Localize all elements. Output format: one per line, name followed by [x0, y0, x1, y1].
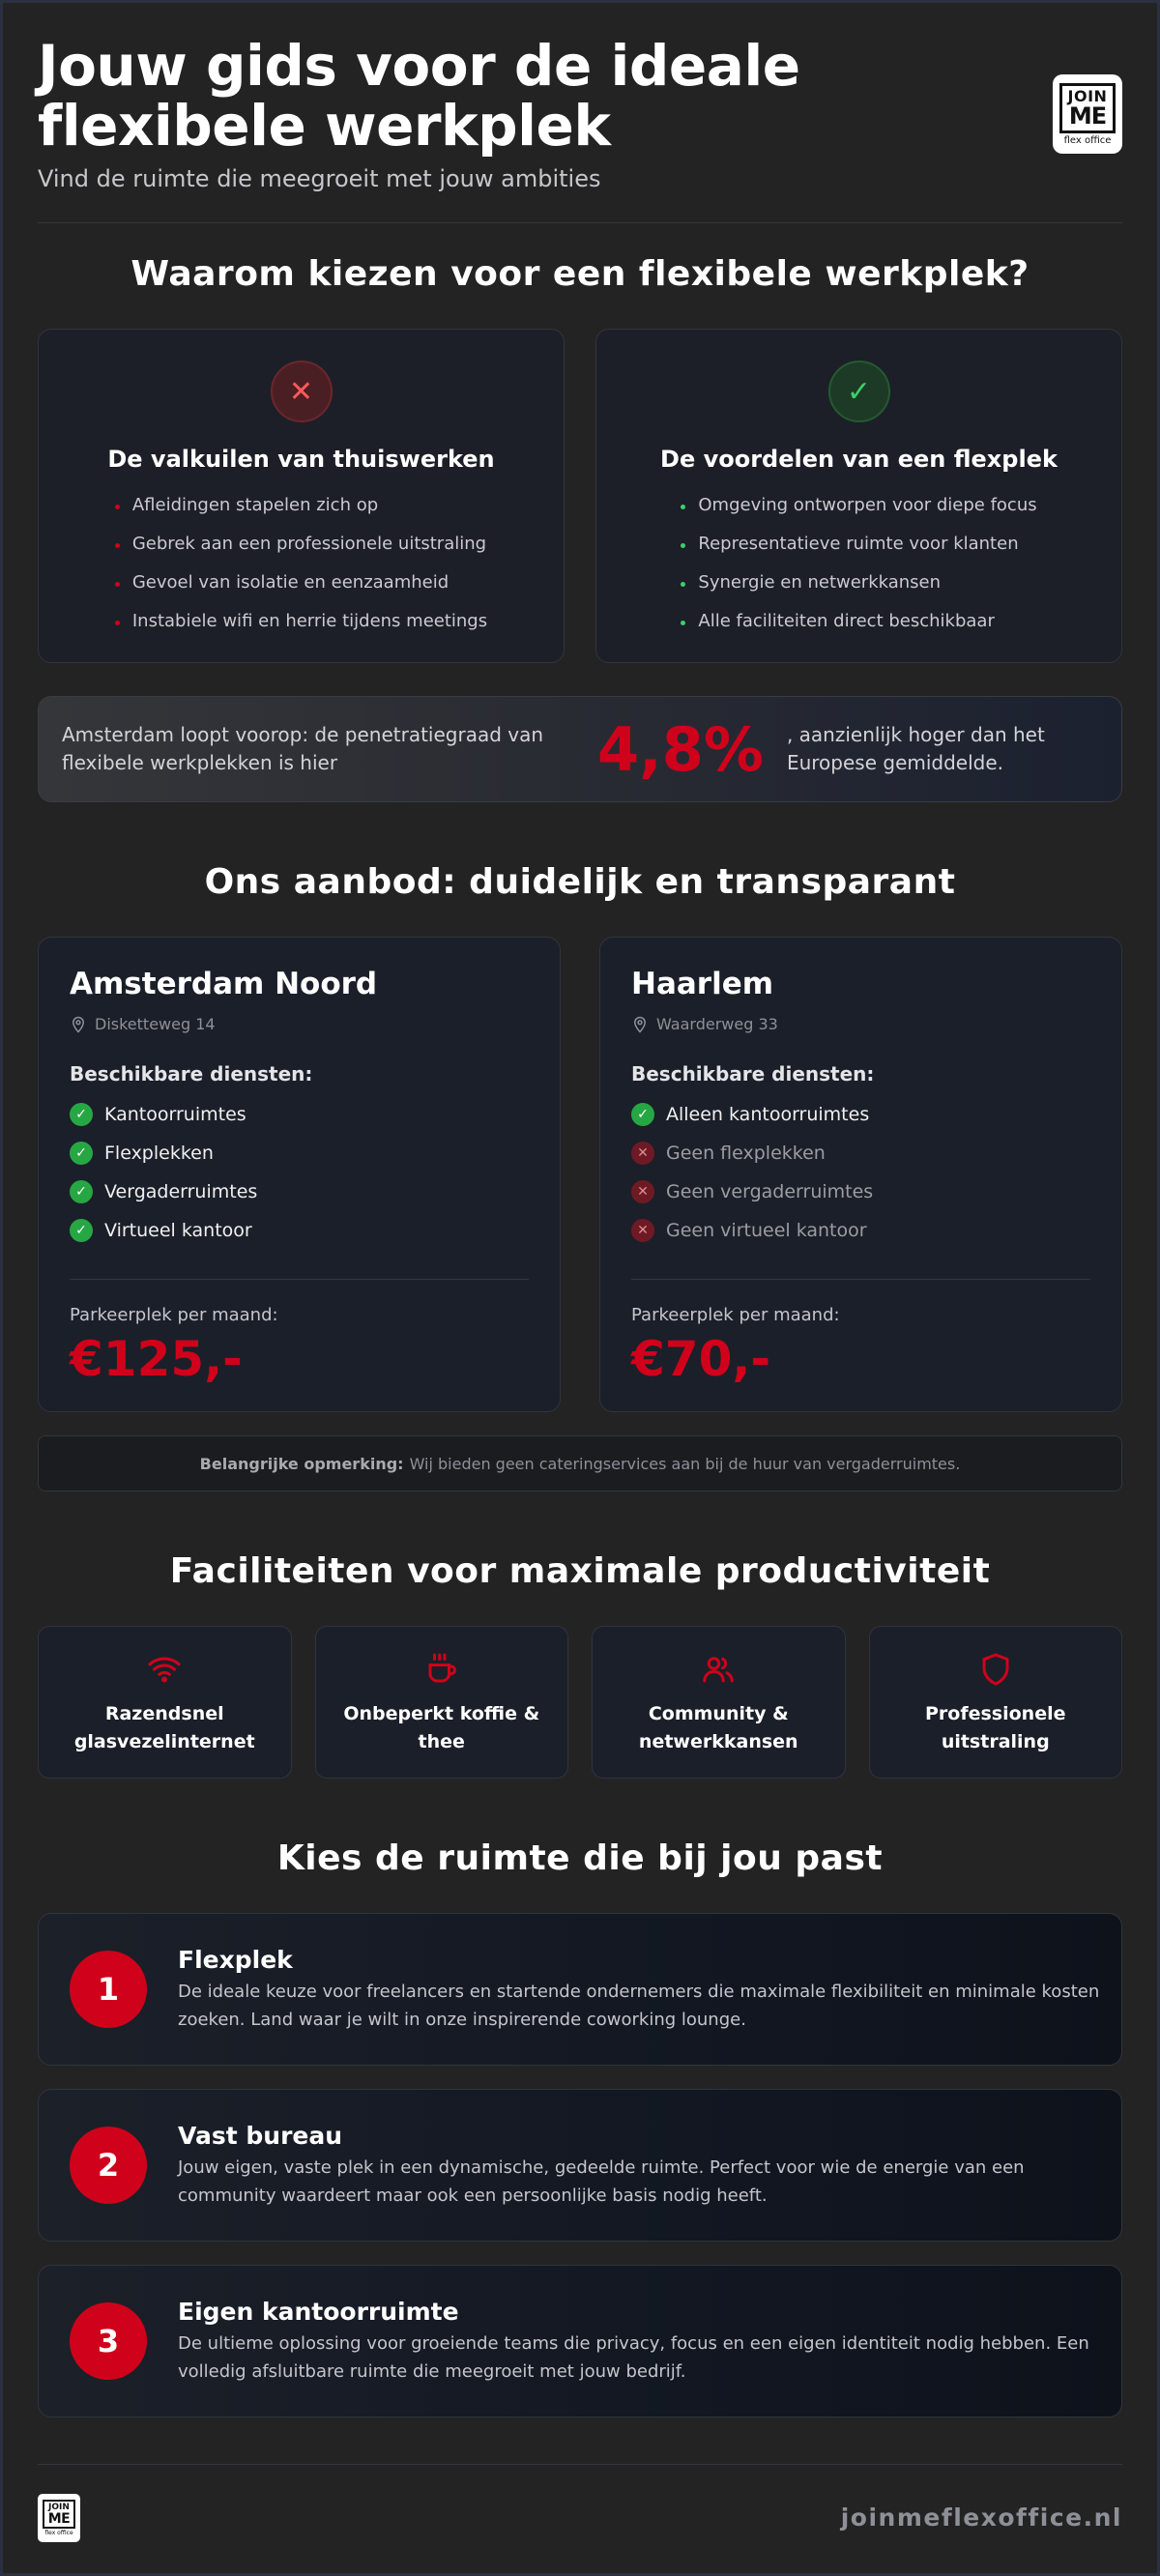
check-icon: ✓	[631, 1103, 654, 1126]
facility-label: Community & netwerkkansen	[638, 1703, 798, 1752]
note-text: Wij bieden geen cateringservices aan bij de huur van vergaderruimtes.	[409, 1454, 961, 1473]
logo-mark	[43, 2500, 75, 2529]
check-icon: ✓	[70, 1103, 93, 1126]
list-item: Instabiele wifi en herrie tijdens meetings	[115, 602, 487, 641]
facilities-title: Faciliteiten voor maximale productiviteit	[169, 1551, 991, 1591]
option-card	[38, 1913, 1122, 2066]
service-label: Virtueel kantoor	[104, 1220, 252, 1241]
logo-mark	[1059, 83, 1116, 133]
option-title: Eigen kantoorruimte	[178, 2297, 459, 2326]
cons-card	[38, 329, 565, 663]
address-text: Disketteweg 14	[95, 1015, 216, 1033]
list-item: Representatieve ruimte voor klanten	[681, 525, 1036, 564]
check-icon: ✓	[70, 1142, 93, 1165]
option-description: Jouw eigen, vaste plek in een dynamische, gedeelde ruimte. Perfect voor wie de energie van een community waardeert maar ook een persoonlijke basis nodig heeft.	[178, 2156, 1025, 2206]
note-label: Belangrijke opmerking:	[199, 1454, 404, 1473]
x-icon: ✕	[631, 1142, 654, 1165]
important-note	[38, 1435, 1122, 1491]
list-item: Gebrek aan een professionele uitstraling	[115, 525, 487, 564]
coffee-icon	[422, 1652, 461, 1687]
website-link[interactable]: joinmeflexoffice.nl	[840, 2504, 1122, 2532]
facility-label: Professionele uitstraling	[925, 1703, 1066, 1752]
services-list	[631, 1095, 1090, 1250]
logo-subtext: flex office	[44, 2529, 73, 2536]
check-icon: ✓	[70, 1180, 93, 1203]
pros-card	[595, 329, 1122, 663]
footer-logo	[38, 2494, 80, 2542]
location-name: Amsterdam Noord	[70, 967, 378, 1001]
header	[38, 3, 1122, 223]
x-icon: ✕	[631, 1219, 654, 1242]
service-item	[631, 1211, 1090, 1250]
service-label: Flexplekken	[104, 1143, 214, 1164]
service-item	[631, 1172, 1090, 1211]
cons-title: De valkuilen van thuiswerken	[107, 446, 495, 473]
services-list	[70, 1095, 529, 1250]
location-card-haarlem	[599, 937, 1122, 1412]
service-label: Geen vergaderruimtes	[666, 1181, 874, 1202]
parking-price: €70,-	[631, 1331, 771, 1387]
facility-card	[315, 1626, 569, 1779]
option-number: 3	[70, 2302, 147, 2380]
stat-suffix: , aanzienlijk hoger dan het Europese gemiddelde.	[786, 723, 1045, 774]
why-grid	[38, 329, 1122, 663]
service-item	[631, 1134, 1090, 1172]
service-label: Geen virtueel kantoor	[666, 1220, 867, 1241]
pros-title: De voordelen van een flexplek	[660, 446, 1058, 473]
service-label: Alleen kantoorruimtes	[666, 1104, 870, 1125]
option-title: Vast bureau	[178, 2121, 343, 2150]
logo-line1: JOIN	[48, 2502, 70, 2512]
cons-list	[115, 486, 487, 641]
list-item: Gevoel van isolatie en eenzaamheid	[115, 564, 487, 602]
location-card-amsterdam	[38, 937, 561, 1412]
list-item: Alle faciliteiten direct beschikbaar	[681, 602, 1036, 641]
users-icon	[699, 1652, 738, 1687]
stat-prefix: Amsterdam loopt voorop: de penetratiegraad van flexibele werkplekken is hier	[62, 723, 544, 774]
offer-section	[38, 862, 1122, 1491]
facility-label: Razendsnel glasvezelinternet	[73, 1703, 255, 1752]
parking-label: Parkeerplek per maand:	[70, 1305, 278, 1325]
option-number: 2	[70, 2127, 147, 2204]
facility-card	[869, 1626, 1123, 1779]
option-title: Flexplek	[178, 1945, 293, 1974]
choose-list	[38, 1913, 1122, 2417]
location-address	[70, 1015, 529, 1033]
check-icon: ✓	[828, 361, 890, 422]
service-label: Kantoorruimtes	[104, 1104, 246, 1125]
services-heading: Beschikbare diensten:	[631, 1062, 875, 1085]
shield-icon	[976, 1652, 1015, 1687]
services-heading: Beschikbare diensten:	[70, 1062, 313, 1085]
facilities-section	[38, 1551, 1122, 1779]
service-item	[70, 1211, 529, 1250]
option-text	[178, 2122, 1106, 2210]
map-pin-icon	[631, 1016, 649, 1033]
offer-title: Ons aanbod: duidelijk en transparant	[204, 862, 956, 902]
option-text	[178, 1946, 1106, 2034]
footer	[38, 2464, 1122, 2570]
why-section	[38, 254, 1122, 802]
service-item	[631, 1095, 1090, 1134]
option-description: De ultieme oplossing voor groeiende teams die privacy, focus en een eigen identiteit nodig hebben. Een volledig afsluitbare ruimte die meegroeit met jouw bedrijf.	[178, 2332, 1089, 2382]
list-item: Omgeving ontworpen voor diepe focus	[681, 486, 1036, 525]
parking-price: €125,-	[70, 1331, 243, 1387]
parking-label: Parkeerplek per maand:	[631, 1305, 840, 1325]
logo-subtext: flex office	[1063, 134, 1112, 146]
why-title: Waarom kiezen voor een flexibele werkplek?	[130, 254, 1030, 294]
brand-logo	[1053, 74, 1122, 154]
service-item	[70, 1172, 529, 1211]
stat-banner	[38, 696, 1122, 802]
stat-value: 4,8%	[597, 713, 764, 785]
x-icon: ✕	[271, 361, 333, 422]
service-label: Geen flexplekken	[666, 1143, 826, 1164]
list-item: Afleidingen stapelen zich op	[115, 486, 487, 525]
choose-title: Kies de ruimte die bij jou past	[276, 1838, 884, 1878]
x-icon: ✕	[631, 1180, 654, 1203]
divider	[631, 1279, 1090, 1280]
service-item	[70, 1095, 529, 1134]
service-label: Vergaderruimtes	[104, 1181, 258, 1202]
check-icon: ✓	[70, 1219, 93, 1242]
facility-label: Onbeperkt koffie & thee	[343, 1703, 540, 1752]
option-card	[38, 2265, 1122, 2417]
option-card	[38, 2089, 1122, 2242]
location-address	[631, 1015, 1090, 1033]
logo-line1: JOIN	[1067, 87, 1108, 105]
facility-card	[38, 1626, 292, 1779]
location-name: Haarlem	[631, 967, 774, 1001]
pros-list	[681, 486, 1036, 641]
option-description: De ideale keuze voor freelancers en startende ondernemers die maximale flexibiliteit en minimale kosten zoeken. Land waar je wilt in onze inspirerende coworking lounge.	[178, 1981, 1100, 2030]
logo-line2: ME	[1068, 102, 1107, 130]
divider	[70, 1279, 529, 1280]
service-item	[70, 1134, 529, 1172]
facilities-grid	[38, 1626, 1122, 1779]
choose-section	[38, 1838, 1122, 2417]
option-text	[178, 2298, 1106, 2386]
page-subtitle: Vind de ruimte die meegroeit met jouw ambities	[38, 165, 601, 192]
list-item: Synergie en netwerkkansen	[681, 564, 1036, 602]
logo-line2: ME	[47, 2510, 71, 2527]
page-title: Jouw gids voor de ideale flexibele werkplek	[38, 33, 800, 159]
map-pin-icon	[70, 1016, 87, 1033]
offer-grid	[38, 937, 1122, 1412]
wifi-icon	[145, 1652, 184, 1687]
option-number: 1	[70, 1951, 147, 2028]
address-text: Waarderweg 33	[656, 1015, 778, 1033]
facility-card	[592, 1626, 846, 1779]
